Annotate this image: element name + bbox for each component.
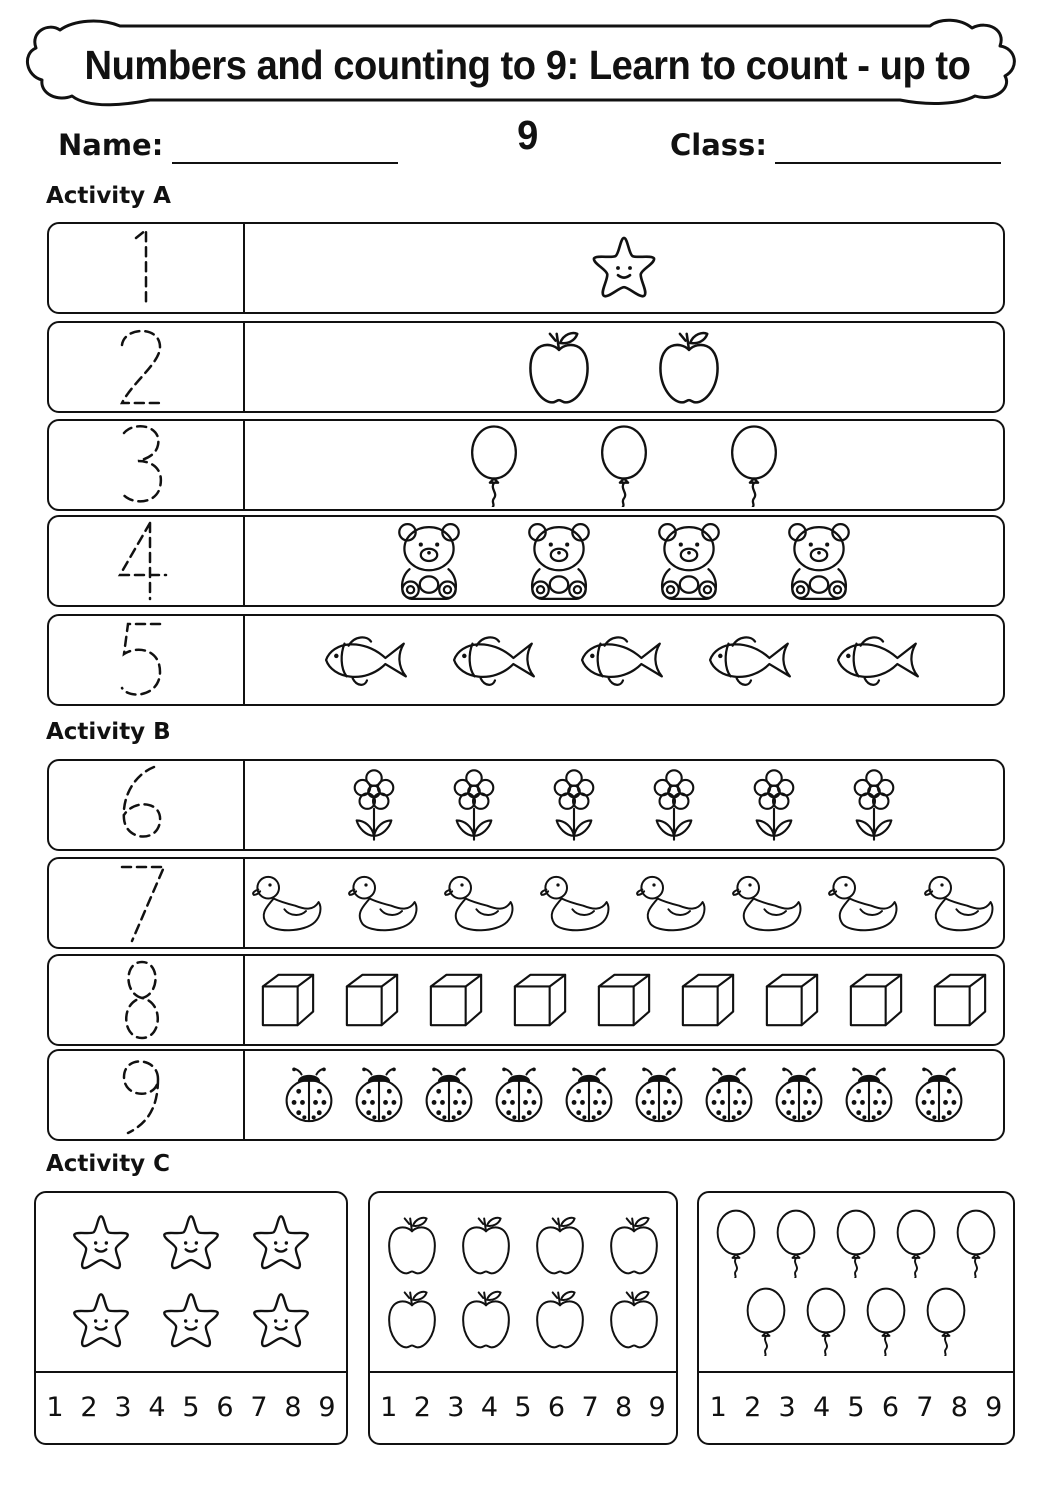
balloon-icon [954, 1208, 998, 1278]
traceable-digit-7[interactable] [112, 859, 172, 947]
row-items [246, 222, 1002, 314]
star-icon [249, 1211, 313, 1275]
balloon-icon [728, 423, 780, 507]
number-choice-1[interactable]: 1 [46, 1391, 64, 1423]
number-choices [38, 1375, 344, 1439]
traceable-digit-3[interactable] [112, 421, 172, 509]
traceable-digit-9[interactable] [112, 1051, 172, 1139]
number-choices [701, 1375, 1011, 1439]
duck-icon [252, 871, 324, 935]
balloon-icon [924, 1286, 968, 1356]
counting-box-item-row [368, 1213, 678, 1277]
ladybug-icon [842, 1067, 896, 1123]
teddy-bear-icon [523, 520, 595, 602]
cube-icon [427, 971, 485, 1029]
cube-icon [931, 971, 989, 1029]
row-items [246, 515, 1002, 607]
row-items [246, 419, 1002, 511]
traceable-digit-2[interactable] [112, 323, 172, 411]
cube-icon [343, 971, 401, 1029]
number-choice-7[interactable]: 7 [916, 1391, 934, 1423]
number-choice-7[interactable]: 7 [581, 1391, 599, 1423]
counting-box-item-row [697, 1208, 1015, 1278]
counting-box-divider [370, 1371, 676, 1373]
apple-icon [606, 1213, 662, 1277]
ladybug-icon [562, 1067, 616, 1123]
star-icon [159, 1289, 223, 1353]
cube-icon [847, 971, 905, 1029]
duck-icon [444, 871, 516, 935]
cube-icon [763, 971, 821, 1029]
number-choice-5[interactable]: 5 [847, 1391, 865, 1423]
number-choice-4[interactable]: 4 [480, 1391, 498, 1423]
class-label: Class: [670, 128, 767, 162]
star-icon [69, 1211, 133, 1275]
balloon-icon [864, 1286, 908, 1356]
row-divider [243, 321, 245, 413]
ladybug-icon [422, 1067, 476, 1123]
fish-icon [706, 629, 798, 691]
number-choice-8[interactable]: 8 [615, 1391, 633, 1423]
balloon-icon [894, 1208, 938, 1278]
row-divider [243, 419, 245, 511]
number-choice-8[interactable]: 8 [284, 1391, 302, 1423]
number-choice-3[interactable]: 3 [778, 1391, 796, 1423]
name-field[interactable] [172, 162, 398, 164]
flower-icon [347, 768, 401, 842]
row-divider [243, 1049, 245, 1141]
row-divider [243, 222, 245, 314]
flower-icon [647, 768, 701, 842]
number-choice-1[interactable]: 1 [380, 1391, 398, 1423]
teddy-bear-icon [393, 520, 465, 602]
star-icon [159, 1211, 223, 1275]
flower-icon [747, 768, 801, 842]
star-icon [249, 1289, 313, 1353]
apple-icon [524, 327, 594, 407]
row-items [246, 614, 1002, 706]
counting-box-item-row [34, 1289, 348, 1353]
balloon-icon [774, 1208, 818, 1278]
balloon-icon [834, 1208, 878, 1278]
counting-box-divider [36, 1371, 346, 1373]
number-choice-2[interactable]: 2 [413, 1391, 431, 1423]
apple-icon [384, 1213, 440, 1277]
balloon-icon [744, 1286, 788, 1356]
number-choice-4[interactable]: 4 [812, 1391, 831, 1423]
counting-box-items [34, 1197, 348, 1367]
counting-box-items [697, 1197, 1015, 1367]
balloon-icon [598, 423, 650, 507]
ladybug-icon [632, 1067, 686, 1123]
row-items [246, 759, 1002, 851]
teddy-bear-icon [783, 520, 855, 602]
counting-box-divider [699, 1371, 1013, 1373]
star-icon [588, 232, 660, 304]
balloon-icon [714, 1208, 758, 1278]
balloon-icon [468, 423, 520, 507]
number-choice-8[interactable]: 8 [950, 1391, 968, 1423]
flower-icon [447, 768, 501, 842]
number-choice-3[interactable]: 3 [447, 1391, 465, 1423]
number-choice-2[interactable]: 2 [744, 1391, 762, 1423]
counting-box-item-row [697, 1286, 1015, 1356]
row-divider [243, 515, 245, 607]
apple-icon [384, 1287, 440, 1351]
ladybug-icon [282, 1067, 336, 1123]
cube-icon [679, 971, 737, 1029]
apple-icon [532, 1213, 588, 1277]
fish-icon [834, 629, 926, 691]
traceable-digit-8[interactable] [112, 956, 172, 1044]
fish-icon [578, 629, 670, 691]
number-choice-9[interactable]: 9 [318, 1391, 336, 1423]
ladybug-icon [352, 1067, 406, 1123]
number-choices [372, 1375, 674, 1439]
duck-icon [828, 871, 900, 935]
number-choice-9[interactable]: 9 [648, 1391, 666, 1423]
duck-icon [348, 871, 420, 935]
flower-icon [847, 768, 901, 842]
name-label: Name: [58, 128, 164, 162]
ladybug-icon [772, 1067, 826, 1123]
number-choice-6[interactable]: 6 [881, 1391, 899, 1423]
duck-icon [924, 871, 996, 935]
row-divider [243, 857, 245, 949]
flower-icon [547, 768, 601, 842]
row-divider [243, 954, 245, 1046]
cube-icon [595, 971, 653, 1029]
ladybug-icon [702, 1067, 756, 1123]
row-items [246, 954, 1002, 1046]
number-choice-2[interactable]: 2 [80, 1391, 98, 1423]
traceable-digit-1[interactable] [112, 224, 172, 312]
traceable-digit-6[interactable] [112, 761, 172, 849]
traceable-digit-5[interactable] [112, 616, 172, 704]
duck-icon [636, 871, 708, 935]
activity-a-label: Activity A [46, 183, 171, 209]
number-choice-1[interactable]: 1 [709, 1391, 727, 1423]
fish-icon [322, 629, 414, 691]
activity-b-label: Activity B [46, 719, 171, 745]
counting-box-item-row [34, 1211, 348, 1275]
row-items [246, 857, 1002, 949]
activity-c-label: Activity C [46, 1151, 171, 1177]
fish-icon [450, 629, 542, 691]
row-items [246, 1049, 1002, 1141]
duck-icon [732, 871, 804, 935]
ladybug-icon [912, 1067, 966, 1123]
number-choice-6[interactable]: 6 [547, 1391, 566, 1423]
number-choice-4[interactable]: 4 [148, 1391, 166, 1423]
number-choice-5[interactable]: 5 [514, 1391, 532, 1423]
number-choice-5[interactable]: 5 [182, 1391, 200, 1423]
counting-box-items [368, 1197, 678, 1367]
ladybug-icon [492, 1067, 546, 1123]
cube-icon [259, 971, 317, 1029]
apple-icon [458, 1287, 514, 1351]
apple-icon [458, 1213, 514, 1277]
number-choice-7[interactable]: 7 [250, 1391, 268, 1423]
class-field[interactable] [775, 162, 1001, 164]
row-divider [243, 614, 245, 706]
balloon-icon [804, 1286, 848, 1356]
teddy-bear-icon [653, 520, 725, 602]
star-icon [69, 1289, 133, 1353]
apple-icon [606, 1287, 662, 1351]
row-divider [243, 759, 245, 851]
cube-icon [511, 971, 569, 1029]
number-choice-9[interactable]: 9 [985, 1391, 1003, 1423]
apple-icon [654, 327, 724, 407]
number-choice-6[interactable]: 6 [216, 1391, 234, 1423]
counting-box-item-row [368, 1287, 678, 1351]
page-title: Numbers and counting to 9: Learn to count - up to 9 [84, 42, 971, 158]
duck-icon [540, 871, 612, 935]
row-items [246, 321, 1002, 413]
traceable-digit-4[interactable] [112, 517, 172, 605]
apple-icon [532, 1287, 588, 1351]
number-choice-3[interactable]: 3 [114, 1391, 132, 1423]
